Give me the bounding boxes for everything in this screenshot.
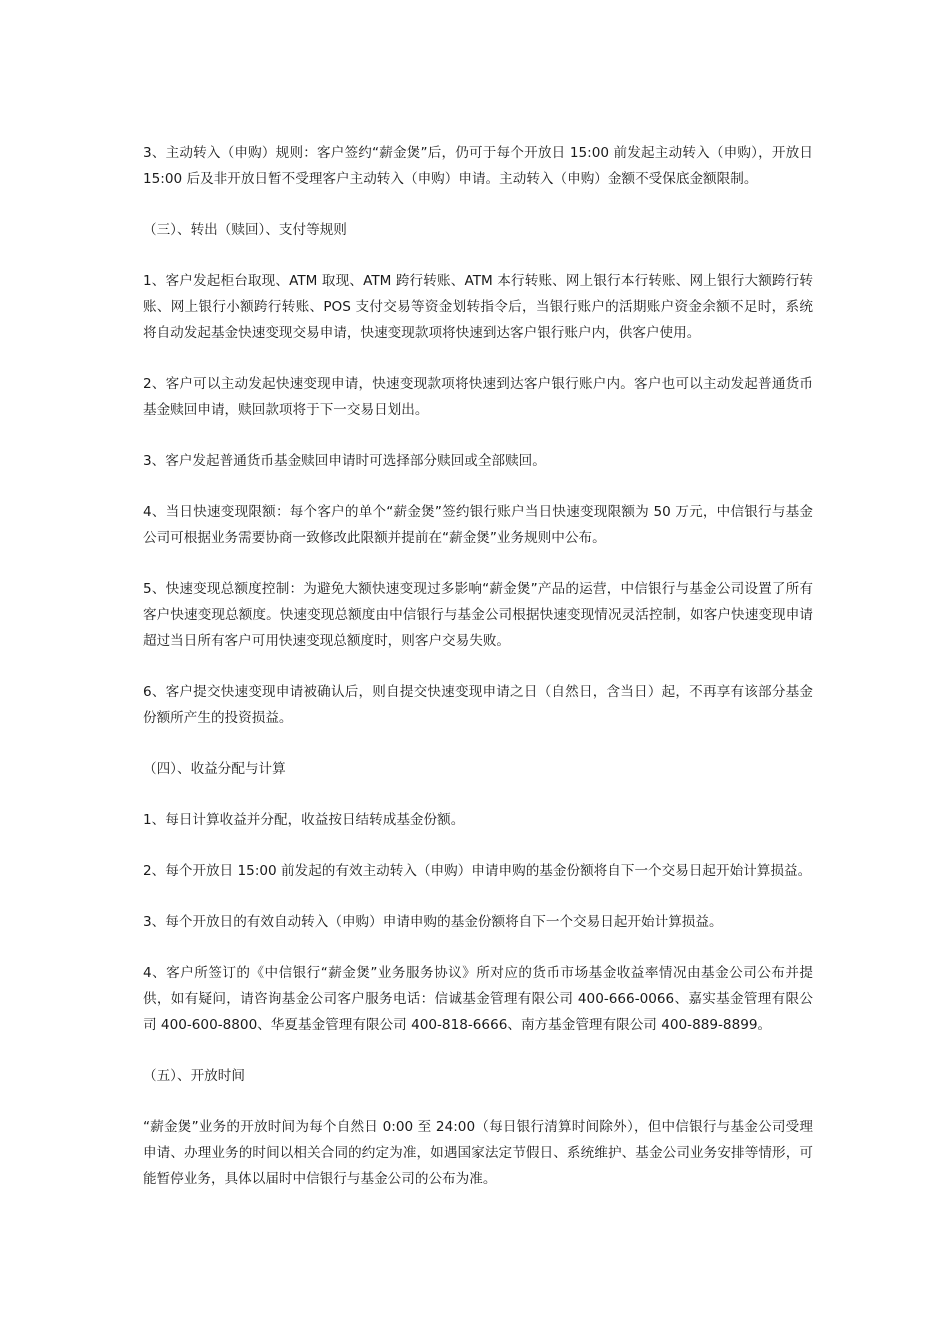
paragraph-partial-redemption: 3、客户发起普通货币基金赎回申请时可选择部分赎回或全部赎回。 [143, 453, 546, 469]
paragraph-active-income-start: 2、每个开放日 15:00 前发起的有效主动转入（申购）申请申购的基金份额将自下一个交易日起开始计算损益。 [143, 863, 812, 879]
paragraph-active-purchase-rule: 3、主动转入（申购）规则：客户签约“薪金煲”后，仍可于每个开放日 15:00 前发起主动转入（申购），开放日 15:00 后及非开放日暂不受理客户主动转入（申购）申请。主动转入（申购）金额不受保底金额限制。 [143, 145, 813, 187]
paragraph-daily-income: 1、每日计算收益并分配，收益按日结转成基金份额。 [143, 812, 465, 828]
paragraph-manual-redemption: 2、客户可以主动发起快速变现申请，快速变现款项将快速到达客户银行账户内。客户也可以主动发起普通货币基金赎回申请，赎回款项将于下一交易日划出。 [143, 376, 813, 418]
paragraph-service-hotlines: 4、客户所签订的《中信银行“薪金煲”业务服务协议》所对应的货币市场基金收益率情况由基金公司公布并提供，如有疑问，请咨询基金公司客户服务电话：信诚基金管理有限公司 400-666-0066、嘉实基金管理有限公司 400-600-8800、华夏基金管理有限公司 400-818-6666、南方基金管理有限公司 400-889-8899。 [143, 965, 813, 1033]
paragraph-confirmation: 6、客户提交快速变现申请被确认后，则自提交快速变现申请之日（自然日，含当日）起，不再享有该部分基金份额所产生的投资损益。 [143, 684, 813, 726]
section-heading-redemption: （三）、转出（赎回）、支付等规则 [143, 222, 347, 238]
paragraph-auto-redemption: 1、客户发起柜台取现、ATM 取现、ATM 跨行转账、ATM 本行转账、网上银行本行转账、网上银行大额跨行转账、网上银行小额跨行转账、POS 支付交易等资金划转指令后，当银行账户的活期账户资金余额不足时，系统将自动发起基金快速变现交易申请，快速变现款项将快速到达客户银行账户内，供客户使用。 [143, 273, 813, 341]
document-page [143, 140, 813, 1192]
paragraph-total-limit: 5、快速变现总额度控制：为避免大额快速变现过多影响“薪金煲”产品的运营，中信银行与基金公司设置了所有客户快速变现总额度。快速变现总额度由中信银行与基金公司根据快速变现情况灵活控制，如客户快速变现申请超过当日所有客户可用快速变现总额度时，则客户交易失败。 [143, 581, 813, 649]
section-heading-opening-hours: （五）、开放时间 [143, 1068, 245, 1084]
section-heading-income: （四）、收益分配与计算 [143, 761, 286, 777]
paragraph-auto-income-start: 3、每个开放日的有效自动转入（申购）申请申购的基金份额将自下一个交易日起开始计算损益。 [143, 914, 723, 930]
paragraph-daily-limit: 4、当日快速变现限额：每个客户的单个“薪金煲”签约银行账户当日快速变现限额为 50 万元，中信银行与基金公司可根据业务需要协商一致修改此限额并提前在“薪金煲”业务规则中公布。 [143, 504, 813, 546]
paragraph-opening-hours: “薪金煲”业务的开放时间为每个自然日 0:00 至 24:00（每日银行清算时间除外），但中信银行与基金公司受理申请、办理业务的时间以相关合同的约定为准，如遇国家法定节假日、系统维护、基金公司业务安排等情形，可能暂停业务，具体以届时中信银行与基金公司的公布为准。 [143, 1119, 813, 1187]
